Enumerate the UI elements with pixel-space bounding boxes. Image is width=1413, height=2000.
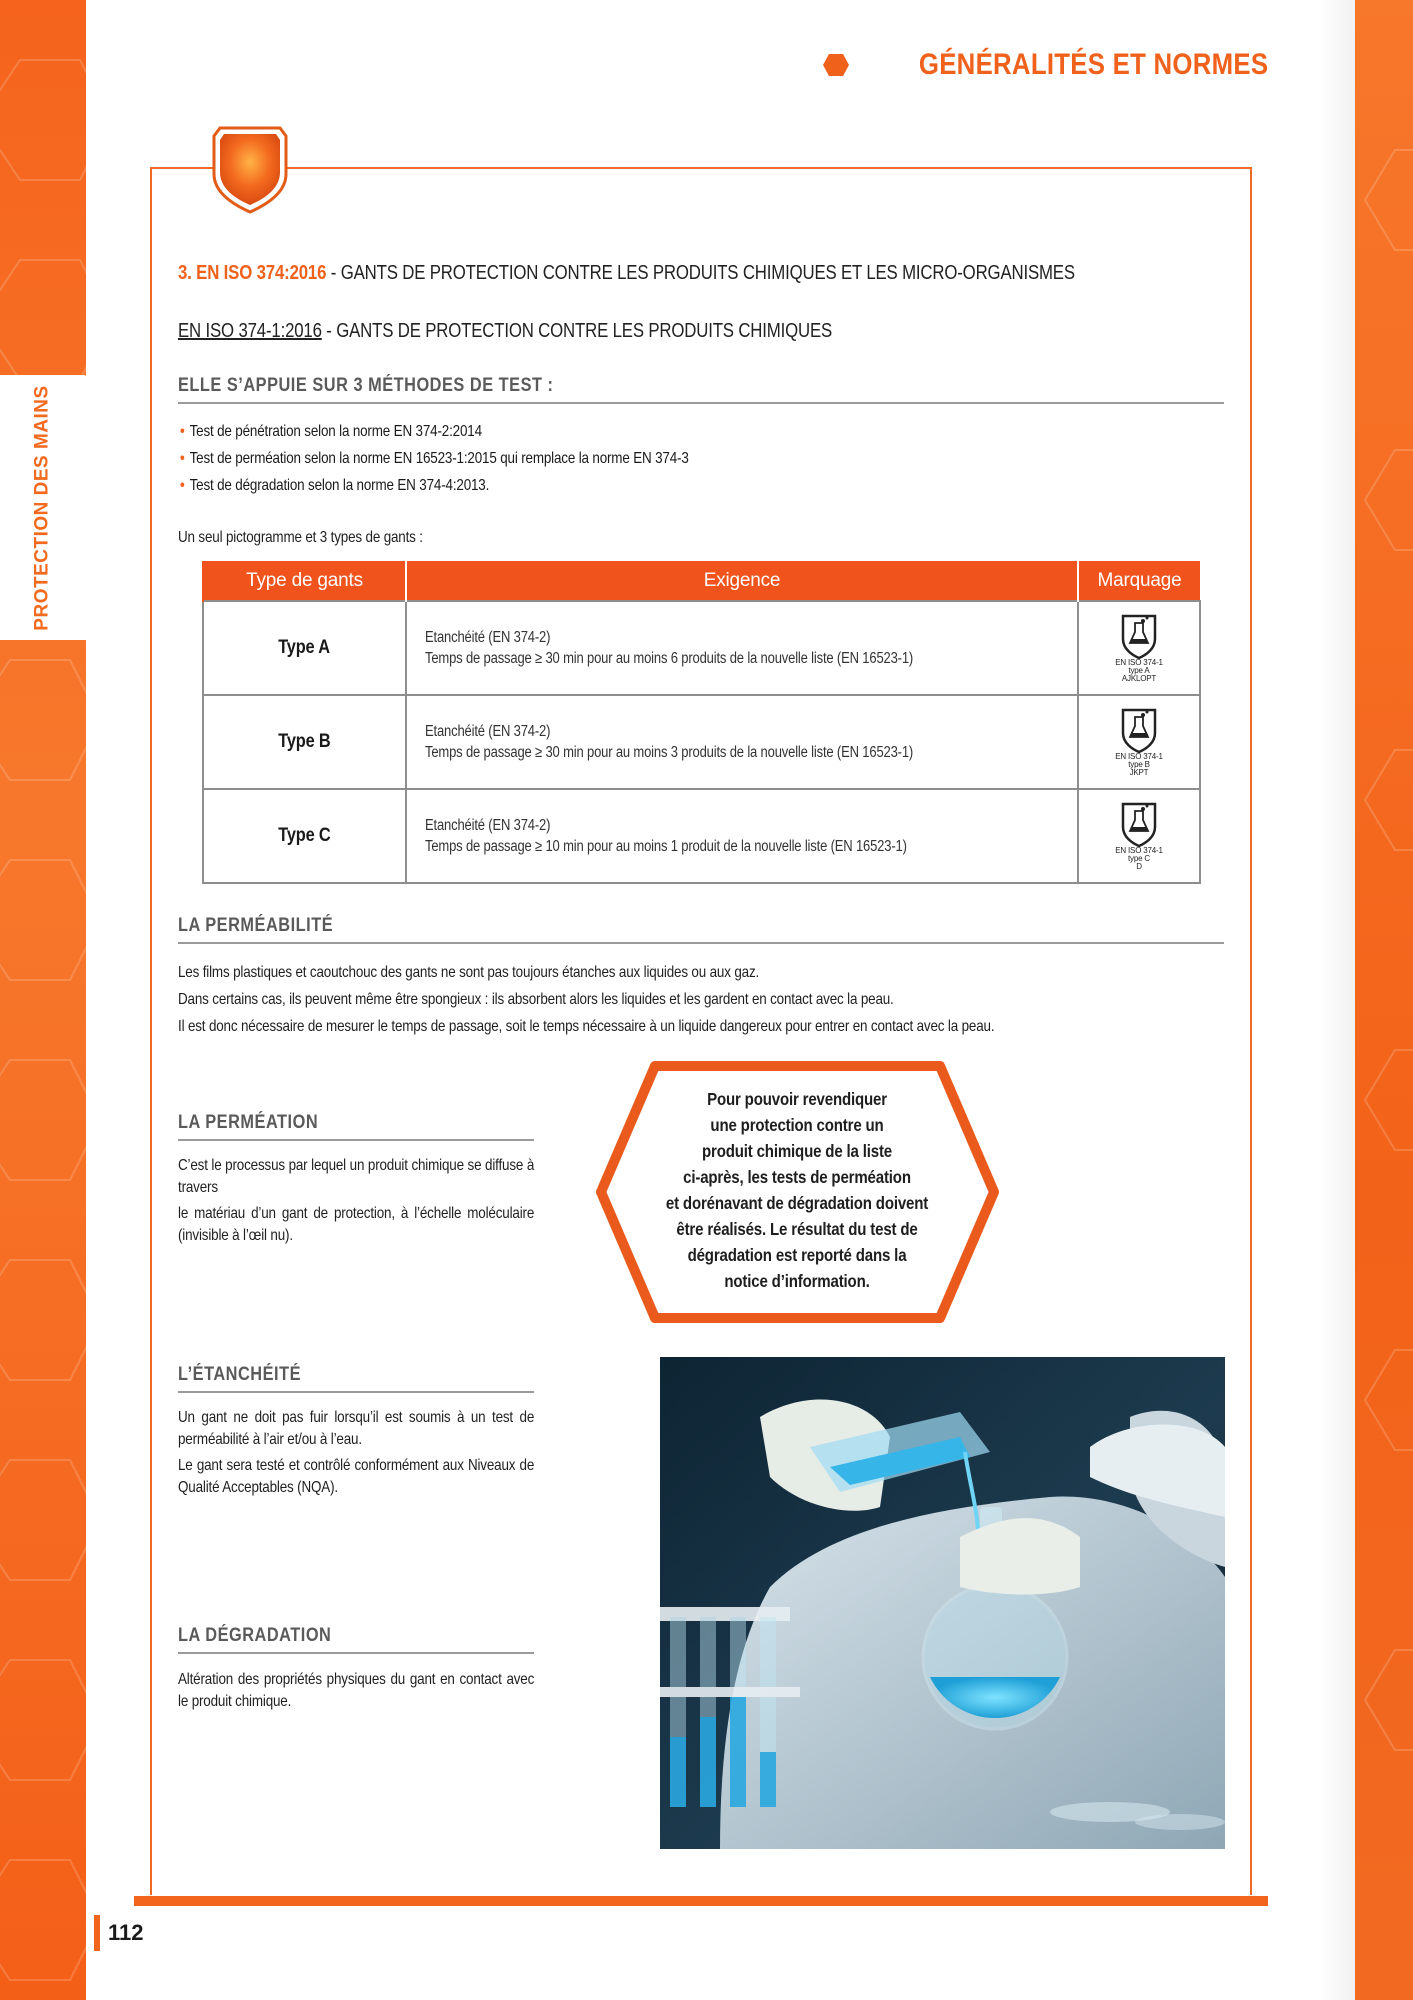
marking-cell: EN ISO 374-1 type A AJKLOPT (1078, 601, 1200, 695)
type-cell: Type A (203, 601, 406, 695)
tightness-heading: L’ÉTANCHÉITÉ (178, 1364, 302, 1385)
left-decorative-band (0, 0, 86, 2000)
tightness-rule (178, 1391, 534, 1393)
permeation-text: C’est le processus par lequel un produit chimique se diffuse à travers le matériau d’un gant de protection, à l’échelle moléculaire (invisible à l’œil nu). (178, 1157, 535, 1244)
section-number: 3. EN ISO 374:2016 (178, 262, 327, 284)
methods-heading: ELLE S’APPUIE SUR 3 MÉTHODES DE TEST : (178, 375, 554, 396)
lab-photo (660, 1357, 1225, 1849)
chemical-flask-icon (1119, 613, 1159, 659)
marking-cell: EN ISO 374-1 type B JKPT (1078, 695, 1200, 789)
list-item: • Test de pénétration selon la norme EN 374-2:2014 (180, 423, 482, 440)
permeation-rule (178, 1139, 534, 1141)
chemical-flask-icon (1119, 707, 1159, 753)
lab-scene-image (660, 1357, 1225, 1849)
degradation-text: Altération des propriétés physiques du gant en contact avec le produit chimique. (178, 1671, 535, 1710)
permeability-text: Les films plastiques et caoutchouc des gants ne sont pas toujours étanches aux liquides ou aux gaz. Dans certains cas, ils peuvent même être spongieux : ils absorbent alors les liquides et les gardent en contact avec la peau. Il est donc nécessaire de mesurer le temps de passage, soit le temps nécessaire à un liquide dangereux pour entrer en contact avec la peau. (178, 964, 995, 1035)
permeability-heading: LA PERMÉABILITÉ (178, 915, 334, 936)
hexagon-pattern-right (1355, 0, 1413, 2000)
type-cell: Type C (203, 789, 406, 883)
table-row (203, 789, 1200, 883)
subsection-label: EN ISO 374-1:2016 (178, 320, 322, 342)
methods-rule (178, 402, 1224, 404)
list-item: • Test de dégradation selon la norme EN 374-4:2013. (180, 477, 490, 494)
table-header-row (203, 561, 1200, 601)
page-header (822, 48, 1268, 82)
degradation-rule (178, 1652, 534, 1654)
permeation-heading: LA PERMÉATION (178, 1112, 319, 1133)
callout-text: Pour pouvoir revendiquer une protection contre un produit chimique de la liste ci-après, les tests de perméation et dorénavant de dégradation doivent être réalisés. Le résultat du test de dégradation est reporté dans la notice d’information. (665, 1089, 929, 1291)
chemical-flask-icon (1119, 801, 1159, 847)
subsection-title-rest: - GANTS DE PROTECTION CONTRE LES PRODUITS CHIMIQUES (321, 320, 833, 342)
type-cell: Type B (203, 695, 406, 789)
shield-icon (212, 126, 288, 214)
permeability-rule (178, 942, 1224, 944)
page-title: GÉNÉRALITÉS ET NORMES (918, 48, 1268, 81)
bottom-rule (134, 1896, 1268, 1906)
subsection-title (178, 320, 832, 343)
page-number: 112 (94, 1915, 144, 1951)
side-tab (0, 375, 86, 640)
requirement-cell: Etanchéité (EN 374-2) Temps de passage ≥ 30 min pour au moins 3 produits de la nouvelle liste (EN 16523-1) (406, 695, 1078, 789)
table-row (203, 601, 1200, 695)
col-requirement-header: Exigence (406, 561, 1078, 601)
hexagon-icon (822, 53, 850, 77)
right-decorative-band (1355, 0, 1413, 2000)
glove-type-table (202, 561, 1201, 884)
degradation-heading: LA DÉGRADATION (178, 1625, 332, 1646)
section-title-rest: - GANTS DE PROTECTION CONTRE LES PRODUITS CHIMIQUES ET LES MICRO-ORGANISMES (326, 262, 1075, 284)
side-tab-label: PROTECTION DES MAINS (32, 384, 53, 631)
requirement-cell: Etanchéité (EN 374-2) Temps de passage ≥ 10 min pour au moins 1 produit de la nouvelle liste (EN 16523-1) (406, 789, 1078, 883)
table-intro: Un seul pictogramme et 3 types de gants : (178, 529, 423, 546)
col-marking-header: Marquage (1078, 561, 1200, 601)
hexagon-pattern (0, 0, 86, 2000)
list-item: • Test de perméation selon la norme EN 16523-1:2015 qui remplace la norme EN 374-3 (180, 450, 689, 467)
col-type-header: Type de gants (203, 561, 406, 601)
requirement-cell: Etanchéité (EN 374-2) Temps de passage ≥ 30 min pour au moins 6 produits de la nouvelle liste (EN 16523-1) (406, 601, 1078, 695)
section-title (178, 262, 1075, 285)
methods-list (180, 418, 786, 499)
marking-cell: EN ISO 374-1 type C D (1078, 789, 1200, 883)
right-shadow (1318, 0, 1355, 2000)
table-row (203, 695, 1200, 789)
tightness-text: Un gant ne doit pas fuir lorsqu’il est soumis à un test de perméabilité à l’air et/ou à l’eau. Le gant sera testé et contrôlé conformément aux Niveaux de Qualité Acceptables (NQA). (178, 1409, 535, 1496)
